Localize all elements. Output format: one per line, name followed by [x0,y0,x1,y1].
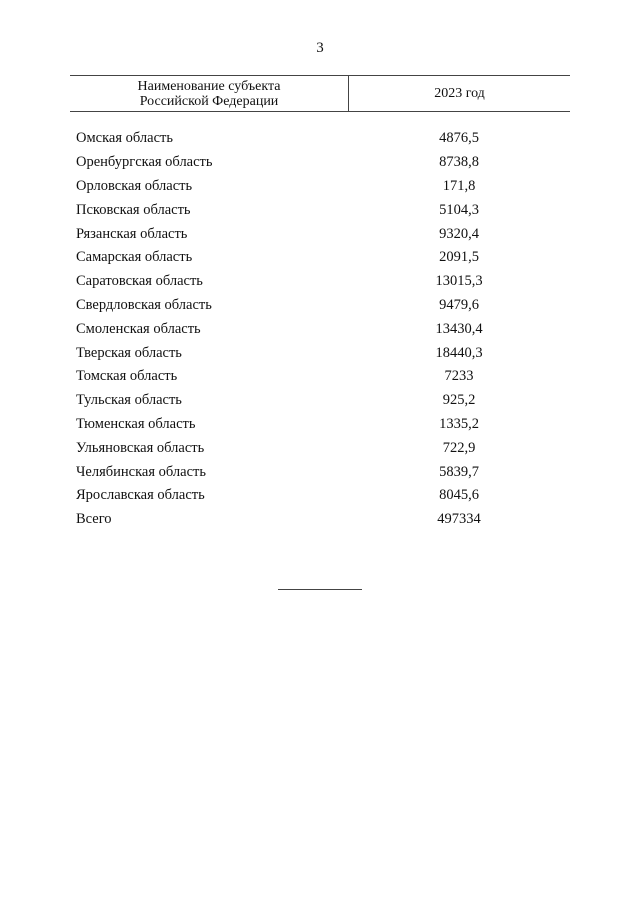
table-row [76,294,570,318]
table-row [76,222,570,246]
region-value: 9320,4 [439,225,479,242]
region-name: Ульяновская область [76,439,205,456]
table-row [76,270,570,294]
total-value: 497334 [437,511,481,528]
table-row [76,317,570,341]
header-subject-line2: Российской Федерации [139,93,279,109]
table-row [76,246,570,270]
table-row [76,460,570,484]
total-label: Всего [76,511,112,528]
region-value: 8045,6 [439,487,479,504]
region-value: 5104,3 [439,201,479,218]
region-name: Томская область [76,368,178,385]
region-value: 7233 [444,368,474,385]
table-row [76,341,570,365]
region-name: Тульская область [76,392,182,409]
region-name: Саратовская область [76,273,203,290]
header-subject-line1: Наименование субъекта [137,78,281,94]
region-value: 925,2 [442,392,476,409]
region-name: Псковская область [76,201,191,218]
region-name: Самарская область [76,249,193,266]
table-row [76,175,570,199]
table-total-row [76,508,570,532]
table-row [76,413,570,437]
region-name: Смоленская область [76,320,201,337]
table-body [76,127,570,532]
table-row [76,389,570,413]
region-value: 2091,5 [439,249,479,266]
table-row [76,365,570,389]
region-name: Ярославская область [76,487,205,504]
region-name: Челябинская область [76,463,206,480]
page-number: 3 [316,40,324,56]
region-name: Рязанская область [76,225,188,242]
region-name: Свердловская область [76,296,212,313]
region-value: 18440,3 [435,344,483,361]
region-value: 9479,6 [439,296,479,313]
table-row [76,151,570,175]
region-name: Тюменская область [76,415,196,432]
region-name: Тверская область [76,344,182,361]
region-value: 13015,3 [435,273,483,290]
table-row [76,127,570,151]
header-subject-name [70,76,349,111]
table-header [70,75,570,112]
table-row [76,484,570,508]
region-value: 5839,7 [439,463,479,480]
region-value: 8738,8 [439,154,479,171]
header-year: 2023 год [434,85,485,101]
region-value: 13430,4 [435,320,483,337]
region-name: Омская область [76,130,173,147]
region-name: Оренбургская область [76,154,213,171]
table-row [76,436,570,460]
region-value: 4876,5 [439,130,479,147]
region-value: 1335,2 [439,415,479,432]
region-value: 171,8 [442,177,476,194]
table-row [76,198,570,222]
region-value: 722,9 [442,439,476,456]
footer-divider [278,589,362,590]
region-name: Орловская область [76,177,193,194]
